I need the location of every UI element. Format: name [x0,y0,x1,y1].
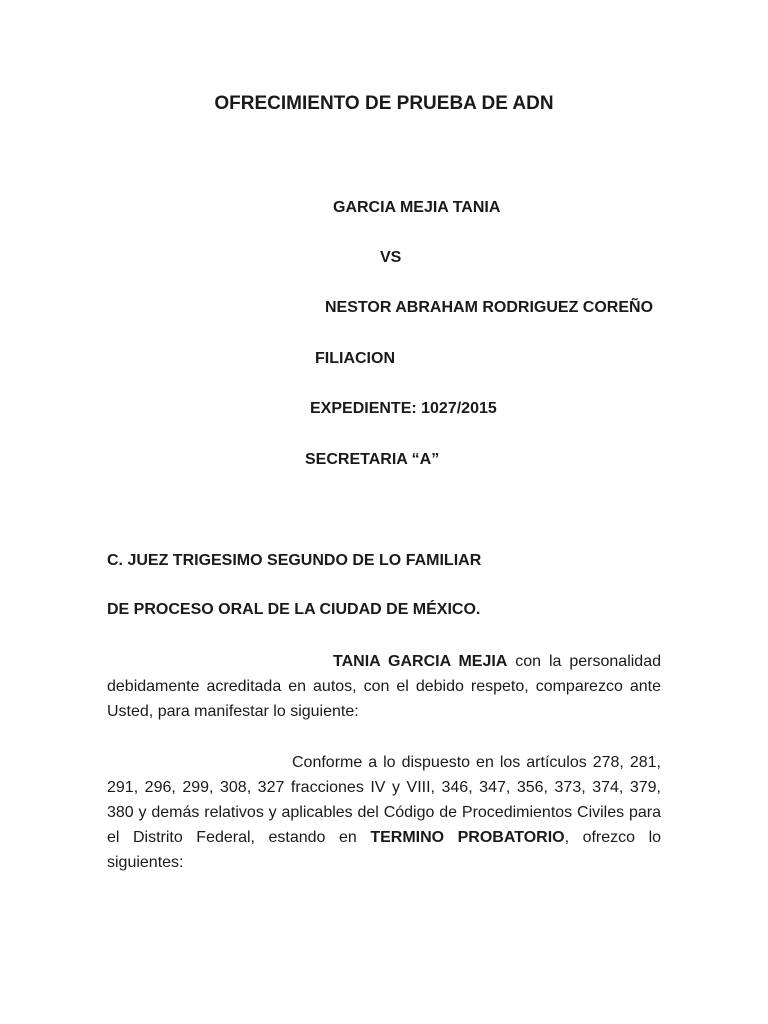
addressee-line-1: C. JUEZ TRIGESIMO SEGUNDO DE LO FAMILIAR [107,552,482,569]
defendant-name: NESTOR ABRAHAM RODRIGUEZ COREÑO [325,299,654,316]
paragraph-legal-basis [107,750,661,875]
paragraph-2-text: Conforme a lo dispuesto en los artículos 278, 281, 291, 296, 299, 308, 327 fracciones IV y VIII, 346, 347, 356, 373, 374, 379, 380 y demás relativos y aplicables del Código de Procedimientos Civiles para el Distrito Federal, estando en [107,754,661,846]
addressee-line-2: DE PROCESO ORAL DE LA CIUDAD DE MÉXICO. [107,601,481,618]
case-number: EXPEDIENTE: 1027/2015 [310,400,497,417]
document-title: OFRECIMIENTO DE PRUEBA DE ADN [214,93,554,114]
paragraph-1-text: con la personalidad debidamente acreditada en autos, con el debido respeto, comparezco ante Usted, para manifestar lo siguiente: [107,653,661,720]
paragraph-2-ending: , ofrezco lo siguientes: [107,829,662,871]
versus-label: VS [380,249,402,266]
probatory-term: TERMINO PROBATORIO [370,829,565,846]
secretariat-label: SECRETARIA “A” [305,451,440,468]
paragraph-appearance [107,649,661,724]
plaintiff-name: GARCIA MEJIA TANIA [333,199,501,216]
matter-label: FILIACION [315,350,395,367]
petitioner-name: TANIA GARCIA MEJIA [333,653,508,670]
